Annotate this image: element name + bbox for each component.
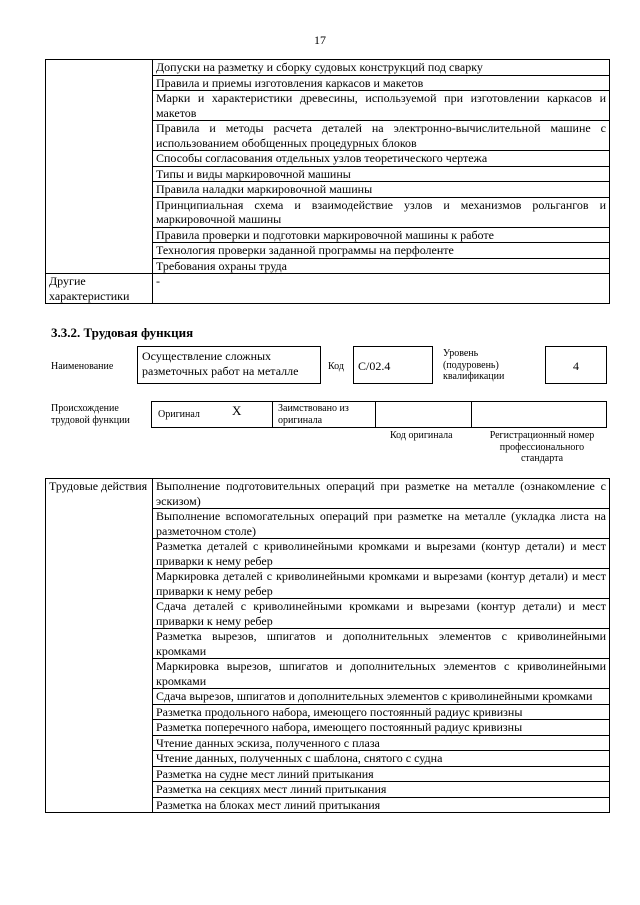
origin-label: Происхождение трудовой функции — [51, 403, 130, 426]
knowledge-item: Правила проверки и подготовки маркировочной машины к работе — [153, 227, 610, 243]
labor-action-item: Выполнение вспомогательных операций при разметке на металле (укладка листа на разметочном столе) — [153, 509, 610, 539]
knowledge-item: Допуски на разметку и сборку судовых конструкций под сварку — [153, 60, 610, 76]
original-mark: X — [232, 403, 242, 418]
labor-action-item: Чтение данных эскиза, полученного с плаза — [153, 735, 610, 751]
labor-action-item: Разметка деталей с криволинейными кромками и вырезами (контур детали) и мест приварки к нему ребер — [153, 539, 610, 569]
code-original-label: Код оригинала — [390, 430, 453, 441]
knowledge-table — [45, 59, 610, 304]
level-value-box — [545, 346, 607, 384]
knowledge-item: Способы согласования отдельных узлов теоретического чертежа — [153, 151, 610, 167]
name-label: Наименование — [51, 361, 114, 372]
other-characteristics-label: Другие характеристики — [46, 274, 153, 304]
other-characteristics-value: - — [153, 274, 610, 304]
origin-divider — [272, 401, 273, 428]
origin-box — [151, 401, 607, 428]
knowledge-item: Марки и характеристики древесины, используемой при изготовлении каркасов и макетов — [153, 91, 610, 121]
labor-action-item: Разметка на секциях мест линий притыкания — [153, 782, 610, 798]
labor-action-item: Сдача вырезов, шпигатов и дополнительных элементов с криволинейными кромками — [153, 689, 610, 705]
labor-action-item: Разметка поперечного набора, имеющего постоянный радиус кривизны — [153, 720, 610, 736]
origin-divider — [471, 401, 472, 428]
name-value: Осуществление сложных разметочных работ на металле — [142, 349, 299, 378]
code-value-box — [353, 346, 433, 384]
level-value: 4 — [573, 359, 579, 373]
page-number: 17 — [314, 33, 326, 47]
knowledge-item: Правила и методы расчета деталей на электронно-вычислительной машине с использованием обобщенных процедурных блоков — [153, 121, 610, 151]
labor-action-item: Маркировка вырезов, шпигатов и дополнительных элементов с криволинейными кромками — [153, 659, 610, 689]
knowledge-item: Типы и виды маркировочной машины — [153, 166, 610, 182]
knowledge-label-cell — [46, 60, 153, 274]
labor-action-item: Выполнение подготовительных операций при разметке на металле (ознакомление с эскизом) — [153, 479, 610, 509]
code-label: Код — [328, 361, 344, 372]
knowledge-item: Правила наладки маркировочной машины — [153, 182, 610, 198]
borrowed-label: Заимствовано из оригинала — [278, 403, 349, 426]
knowledge-item: Правила и приемы изготовления каркасов и макетов — [153, 75, 610, 91]
labor-action-item: Маркировка деталей с криволинейными кромками и вырезами (контур детали) и мест приварки к нему ребер — [153, 569, 610, 599]
original-label: Оригинал — [158, 409, 200, 420]
knowledge-item: Требования охраны труда — [153, 258, 610, 274]
level-label: Уровень (подуровень) квалификации — [443, 348, 505, 382]
labor-action-item: Разметка на блоках мест линий притыкания — [153, 797, 610, 813]
reg-number-label: Регистрационный номер профессионального стандарта — [489, 430, 595, 464]
labor-action-item: Разметка продольного набора, имеющего постоянный радиус кривизны — [153, 704, 610, 720]
labor-action-item: Сдача деталей с криволинейными кромками и вырезами (контур детали) и мест приварки к нему ребер — [153, 599, 610, 629]
labor-actions-label: Трудовые действия — [46, 479, 153, 813]
section-heading: 3.3.2. Трудовая функция — [51, 325, 194, 340]
knowledge-item: Технология проверки заданной программы на перфоленте — [153, 243, 610, 259]
labor-action-item: Чтение данных, полученных с шаблона, снятого с судна — [153, 751, 610, 767]
labor-actions-table — [45, 478, 610, 813]
knowledge-item: Принципиальная схема и взаимодействие узлов и механизмов рольгангов и маркировочной машины — [153, 197, 610, 227]
name-value-box — [137, 346, 321, 384]
origin-divider — [375, 401, 376, 428]
code-value: С/02.4 — [358, 359, 391, 373]
labor-action-item: Разметка на судне мест линий притыкания — [153, 766, 610, 782]
labor-action-item: Разметка вырезов, шпигатов и дополнительных элементов с криволинейными кромками — [153, 629, 610, 659]
